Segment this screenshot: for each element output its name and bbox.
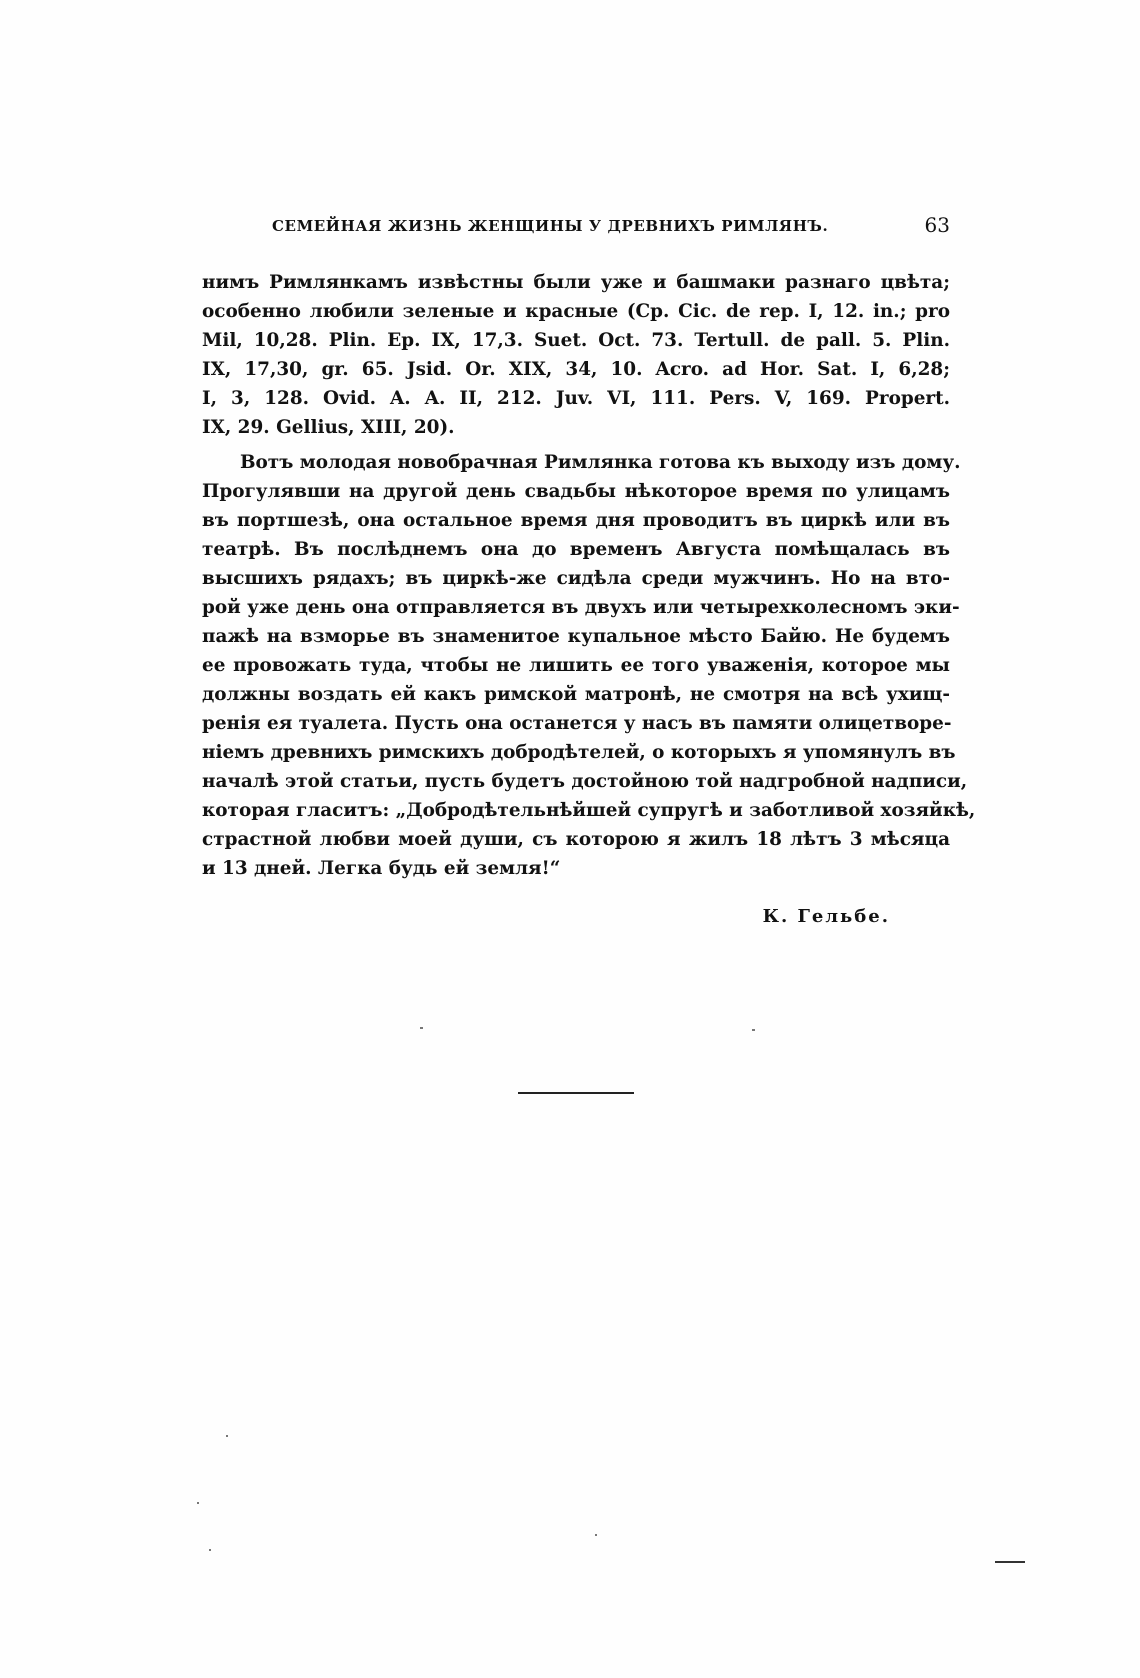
- text-line: I, 3, 128. Ovid. A. A. II, 212. Juv. VI, 111. Pers. V, 169. Propert.: [202, 388, 950, 409]
- paragraph-1: [202, 268, 950, 442]
- text-line: началѣ этой статьи, пусть будетъ достойною той надгробной надписи,: [202, 771, 968, 792]
- margin-mark: [995, 1561, 1025, 1563]
- text-line: рой уже день она отправляется въ двухъ или четырехколесномъ эки-: [202, 597, 960, 618]
- end-rule: [518, 1092, 634, 1094]
- text-line: ренія ея туалета. Пусть она останется у насъ въ памяти олицетворе-: [202, 713, 952, 734]
- text-line: должны воздать ей какъ римской матронѣ, не смотря на всѣ ухищ-: [202, 684, 950, 705]
- text-line: которая гласитъ: „Добродѣтельнѣйшей супругѣ и заботливой хозяйкѣ,: [202, 800, 976, 821]
- running-title: СЕМЕЙНАЯ ЖИЗНЬ ЖЕНЩИНЫ У ДРЕВНИХЪ РИМЛЯНЪ.: [272, 217, 829, 235]
- print-speck: [226, 1435, 228, 1437]
- running-header: [272, 213, 950, 243]
- text-line: Прогулявши на другой день свадьбы нѣкоторое время по улицамъ: [202, 481, 950, 502]
- text-line: IX, 29. Gellius, XIII, 20).: [202, 417, 455, 438]
- text-line: Mil, 10,28. Plin. Ep. IX, 17,3. Suet. Oct. 73. Tertull. de pall. 5. Plin.: [202, 330, 950, 351]
- author-signature: К. Гельбе.: [762, 906, 890, 927]
- text-line: ее провожать туда, чтобы не лишить ее того уваженія, которое мы: [202, 655, 950, 676]
- text-line: ніемъ древнихъ римскихъ добродѣтелей, о которыхъ я упомянулъ въ: [202, 742, 956, 763]
- text-line: страстной любви моей души, съ которою я жилъ 18 лѣтъ 3 мѣсяца: [202, 829, 950, 850]
- page-number: 63: [924, 213, 950, 237]
- paragraph-2: [202, 448, 976, 883]
- print-speck: [420, 1027, 423, 1029]
- text-line: IX, 17,30, gr. 65. Jsid. Or. XIX, 34, 10. Acro. ad Hor. Sat. I, 6,28;: [202, 359, 950, 380]
- text-line: и 13 дней. Легка будь ей земля!“: [202, 858, 561, 879]
- text-line: пажѣ на взморье въ знаменитое купальное мѣсто Байю. Не будемъ: [202, 626, 950, 647]
- text-line: театрѣ. Въ послѣднемъ она до временъ Августа помѣщалась въ: [202, 539, 950, 560]
- text-line: въ портшезѣ, она остальное время дня проводитъ въ циркѣ или въ: [202, 510, 950, 531]
- print-speck: [197, 1502, 199, 1504]
- text-line: особенно любили зеленые и красные (Ср. Cic. de rep. I, 12. in.; pro: [202, 301, 950, 322]
- text-line: Вотъ молодая новобрачная Римлянка готова къ выходу изъ дому.: [240, 452, 961, 473]
- text-line: нимъ Римлянкамъ извѣстны были уже и башмаки разнаго цвѣта;: [202, 272, 950, 293]
- text-line: высшихъ рядахъ; въ циркѣ-же сидѣла среди мужчинъ. Но на вто-: [202, 568, 950, 589]
- print-speck: [209, 1549, 211, 1551]
- print-speck: [752, 1029, 755, 1031]
- print-speck: [595, 1534, 597, 1536]
- article-text: [202, 268, 976, 883]
